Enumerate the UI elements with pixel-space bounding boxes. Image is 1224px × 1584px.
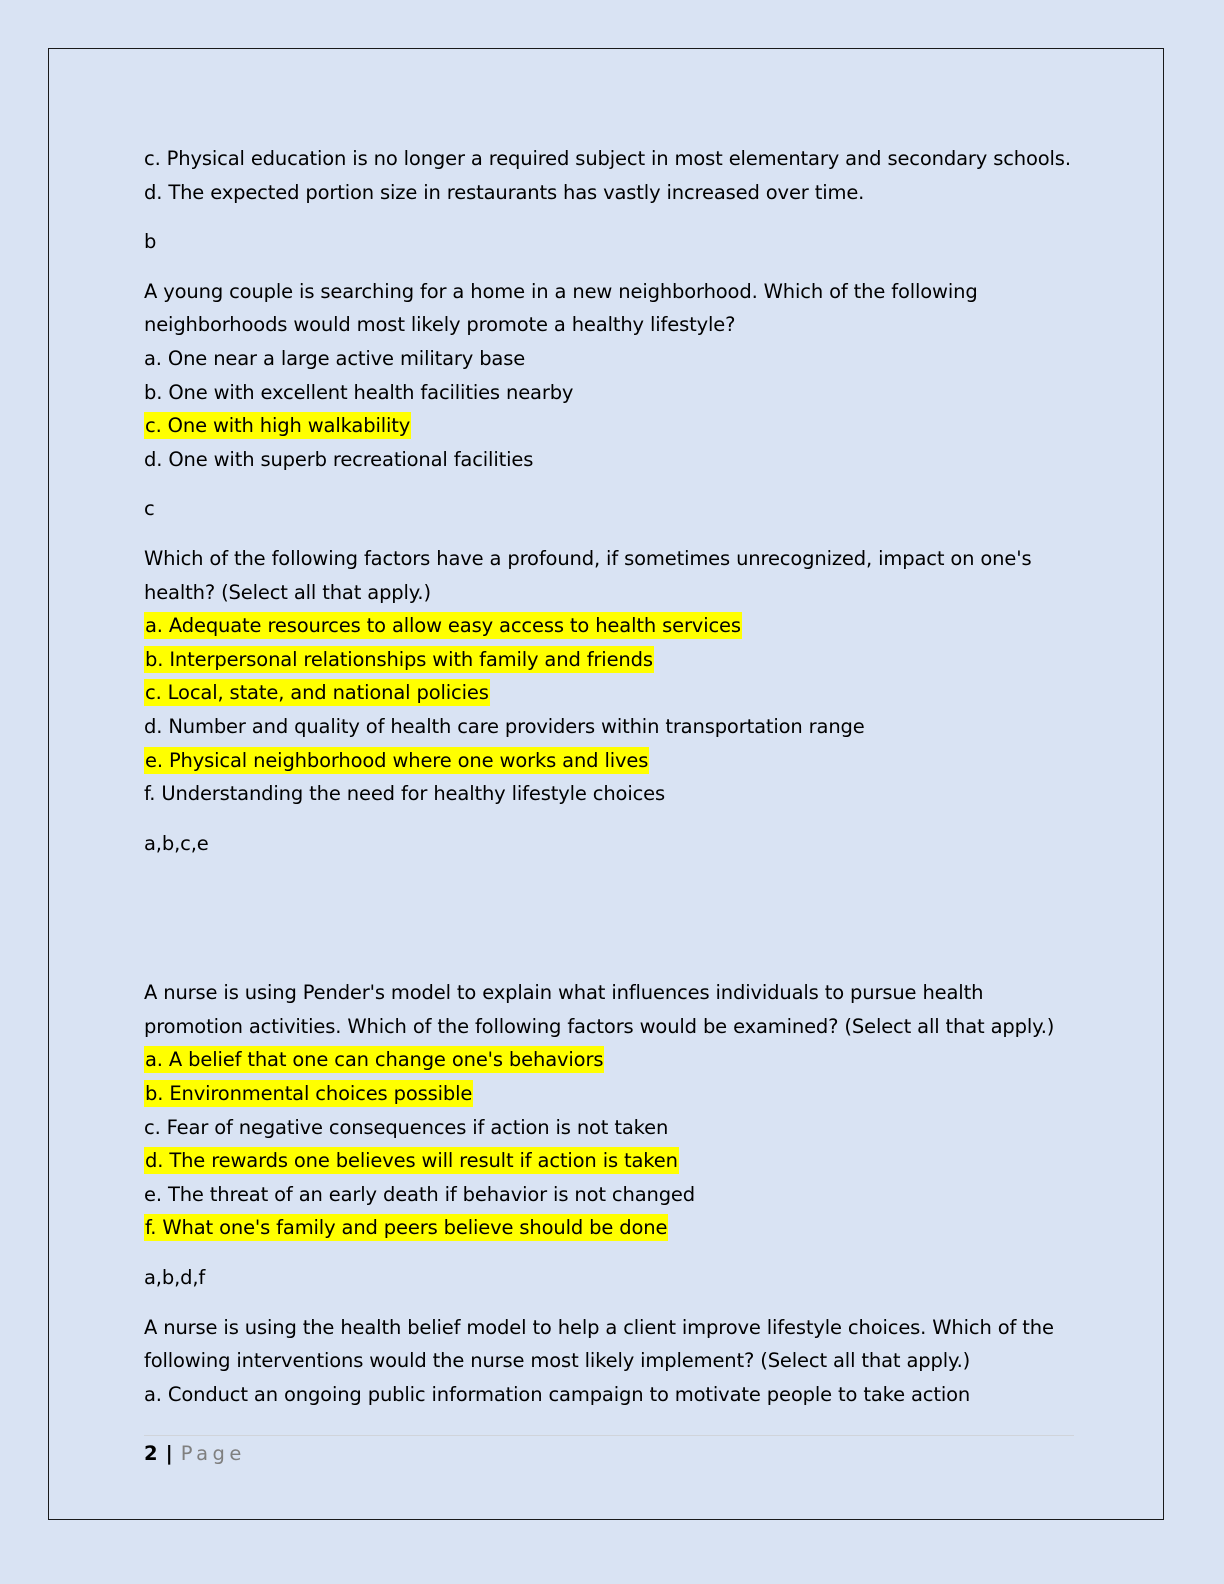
- page-footer: [144, 1440, 246, 1468]
- option-highlighted: d. The rewards one believes will result if action is taken: [145, 1149, 678, 1173]
- option-highlighted: c. One with high walkability: [145, 414, 411, 438]
- option-highlighted: b. Environmental choices possible: [145, 1082, 473, 1106]
- answer-key: b: [144, 230, 157, 254]
- footer-separator: |: [165, 1442, 173, 1465]
- option: e. The threat of an early death if behavior is not changed: [144, 1182, 696, 1206]
- option-highlighted: c. Local, state, and national policies: [145, 681, 489, 705]
- page-label: Page: [180, 1442, 246, 1465]
- question-stem: health? (Select all that apply.): [144, 580, 431, 604]
- option-highlighted: a. Adequate resources to allow easy access to health services: [145, 614, 741, 638]
- option: a. One near a large active military base: [144, 346, 526, 370]
- question-stem: neighborhoods would most likely promote a healthy lifestyle?: [144, 313, 736, 337]
- text-line: d. The expected portion size in restaurants has vastly increased over time.: [144, 180, 865, 204]
- option: d. Number and quality of health care providers within transportation range: [144, 714, 865, 738]
- option-highlighted: e. Physical neighborhood where one works and lives: [145, 748, 649, 772]
- question-stem: A nurse is using the health belief model to help a client improve lifestyle choices. Which of the: [144, 1315, 1054, 1339]
- answer-key: a,b,c,e: [144, 831, 209, 855]
- option: b. One with excellent health facilities nearby: [144, 380, 574, 404]
- option: f. Understanding the need for healthy lifestyle choices: [144, 782, 666, 806]
- option: a. Conduct an ongoing public information campaign to motivate people to take action: [144, 1382, 971, 1406]
- document-body: [144, 142, 1084, 1411]
- option: c. Fear of negative consequences if action is not taken: [144, 1115, 669, 1139]
- page-number: 2: [144, 1442, 158, 1465]
- option-highlighted: f. What one's family and peers believe should be done: [145, 1216, 668, 1240]
- question-stem: following interventions would the nurse most likely implement? (Select all that apply.): [144, 1349, 971, 1373]
- question-stem: Which of the following factors have a profound, if sometimes unrecognized, impact on one's: [144, 546, 1032, 570]
- question-stem: promotion activities. Which of the following factors would be examined? (Select all that apply.): [144, 1014, 1055, 1038]
- footer-divider: [144, 1435, 1074, 1436]
- option-highlighted: b. Interpersonal relationships with family and friends: [145, 647, 653, 671]
- question-stem: A young couple is searching for a home in a new neighborhood. Which of the following: [144, 279, 978, 303]
- answer-key: a,b,d,f: [144, 1266, 206, 1290]
- question-stem: A nurse is using Pender's model to explain what influences individuals to pursue health: [144, 981, 984, 1005]
- option: d. One with superb recreational facilities: [144, 447, 534, 471]
- option-highlighted: a. A belief that one can change one's behaviors: [145, 1048, 604, 1072]
- answer-key: c: [144, 497, 155, 521]
- text-line: c. Physical education is no longer a required subject in most elementary and secondary schools.: [144, 147, 1071, 170]
